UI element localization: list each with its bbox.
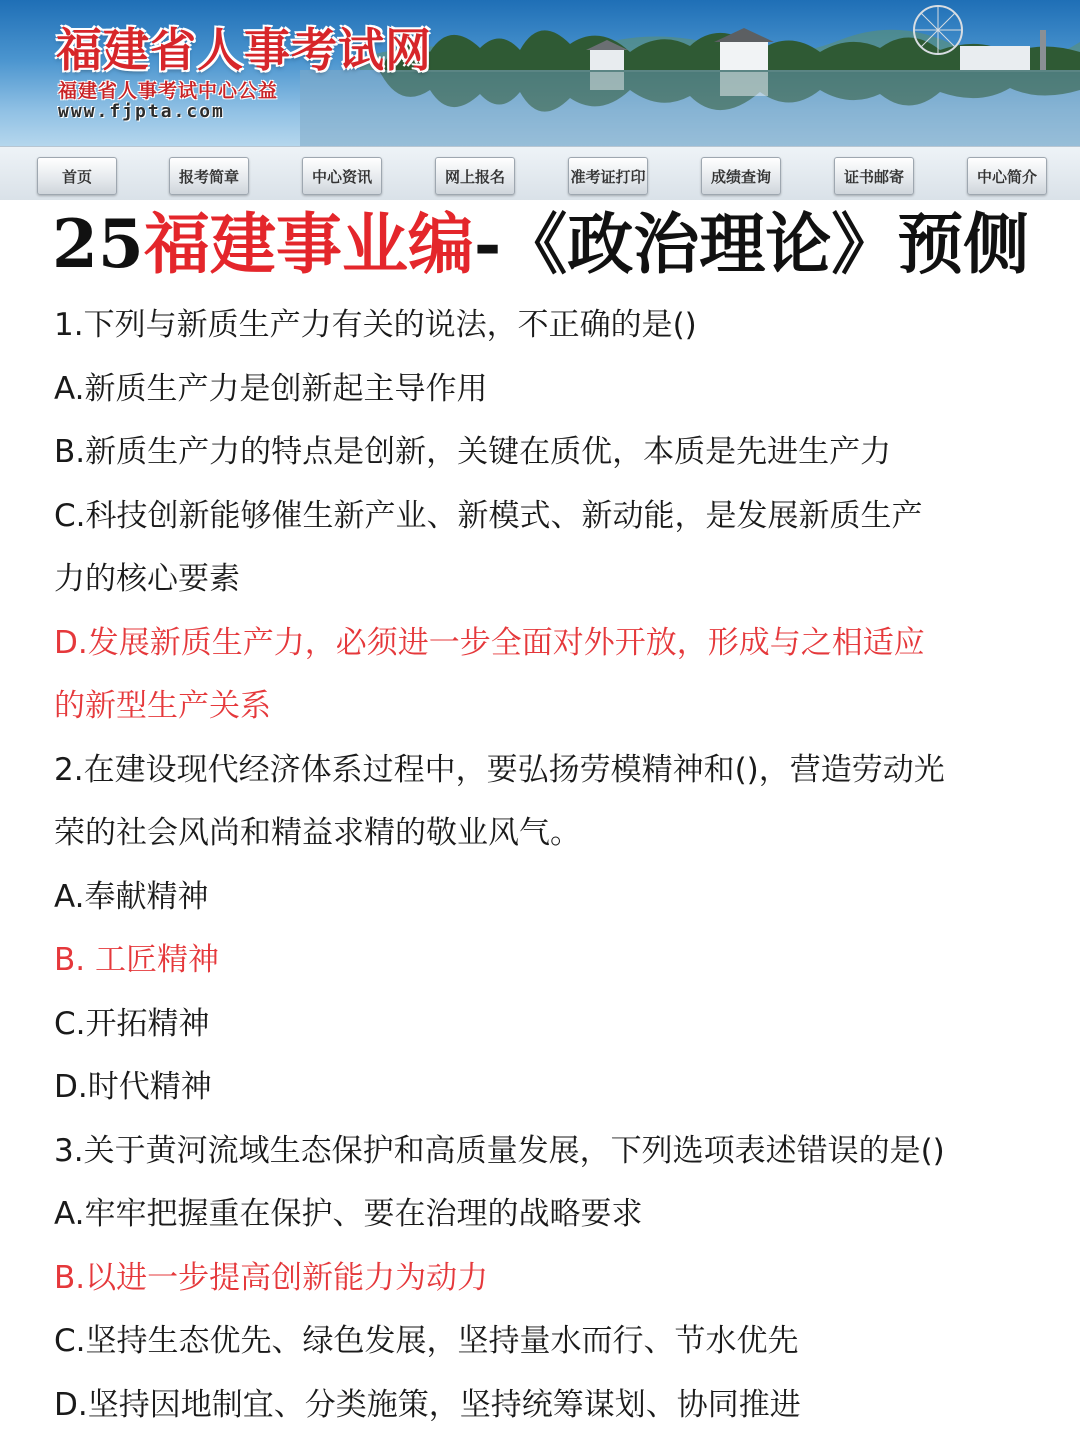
question-1-option-b: B.新质生产力的特点是创新，关键在质优，本质是先进生产力: [54, 434, 892, 470]
nav-center-intro[interactable]: 中心简介: [967, 157, 1047, 195]
question-1-option-d-answer-cont: 的新型生产关系: [54, 688, 271, 724]
question-2-stem-cont: 荣的社会风尚和精益求精的敬业风气。: [54, 815, 581, 851]
question-3-option-a: A.牢牢把握重在保护、要在治理的战略要求: [54, 1196, 643, 1232]
question-1-option-c: C.科技创新能够催生新产业、新模式、新动能，是发展新质生产: [54, 497, 923, 534]
title-suffix: -《政治理论》预侧: [473, 205, 1030, 283]
question-2-option-d: D.时代精神: [54, 1069, 212, 1105]
site-url: www.fjpta.com: [58, 101, 225, 122]
nav-score-query[interactable]: 成绩查询: [701, 157, 781, 195]
title-highlight: 福建事业编: [143, 205, 474, 283]
question-3-option-c: C.坚持生态优先、绿色发展，坚持量水而行、节水优先: [54, 1323, 799, 1359]
site-banner: [0, 0, 1080, 200]
question-3-stem: 3.关于黄河流域生态保护和高质量发展，下列选项表述错误的是(): [54, 1132, 945, 1169]
question-1-option-c-cont: 力的核心要素: [54, 561, 240, 597]
nav-home[interactable]: 首页: [37, 157, 117, 195]
nav-certificate-mail[interactable]: 证书邮寄: [834, 157, 914, 195]
question-1-stem: 1.下列与新质生产力有关的说法，不正确的是(): [54, 307, 697, 343]
question-3-option-b-answer: B.以进一步提高创新能力为动力: [54, 1259, 489, 1296]
site-logo-title: 福建省人事考试网: [56, 23, 432, 77]
question-2-option-c: C.开拓精神: [54, 1005, 210, 1042]
question-1-option-a: A.新质生产力是创新起主导作用: [54, 370, 488, 407]
question-list: [54, 294, 1034, 1437]
page-title: [52, 202, 1062, 286]
nav-admission-ticket-print[interactable]: 准考证打印: [568, 157, 648, 195]
question-2-option-a: A.奉献精神: [54, 878, 209, 915]
title-prefix: 25: [52, 205, 144, 283]
nav-center-news[interactable]: 中心资讯: [302, 157, 382, 195]
site-logo-subtitle: 福建省人事考试中心公益: [58, 80, 279, 102]
nav-exam-brochure[interactable]: 报考简章: [169, 157, 249, 195]
main-nav: [0, 146, 1080, 200]
question-1-option-d-answer: D.发展新质生产力，必须进一步全面对外开放，形成与之相适应: [54, 624, 925, 661]
nav-online-registration[interactable]: 网上报名: [435, 157, 515, 195]
question-2-option-b-answer: B. 工匠精神: [54, 942, 219, 978]
question-2-stem: 2.在建设现代经济体系过程中，要弘扬劳模精神和()，营造劳动光: [54, 751, 945, 788]
question-3-option-d: D.坚持因地制宜、分类施策，坚持统筹谋划、协同推进: [54, 1386, 801, 1423]
